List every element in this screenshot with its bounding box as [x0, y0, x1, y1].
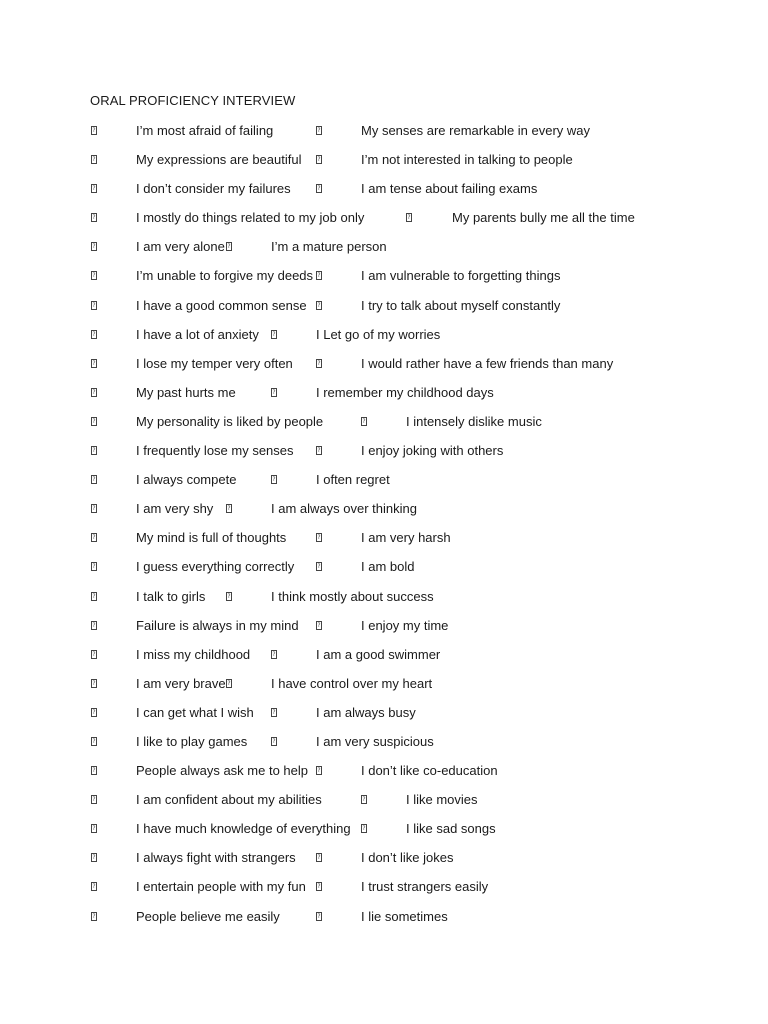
checkbox-icon[interactable]: [316, 766, 322, 775]
statement-text: I don’t consider my failures: [136, 181, 291, 197]
statement-text: I have a good common sense: [136, 297, 307, 313]
statement-text: I am a good swimmer: [316, 646, 441, 662]
checkbox-icon[interactable]: [316, 621, 322, 630]
checkbox-icon[interactable]: [91, 504, 97, 513]
checkbox-icon[interactable]: [91, 562, 97, 571]
checkbox-icon[interactable]: [226, 504, 232, 513]
checkbox-icon[interactable]: [361, 795, 367, 804]
checkbox-icon[interactable]: [361, 824, 367, 833]
statement-text: I enjoy joking with others: [361, 443, 504, 459]
checkbox-icon[interactable]: [91, 359, 97, 368]
list-item: [0, 179, 768, 208]
statement-text: I entertain people with my fun: [136, 879, 306, 895]
checkbox-icon[interactable]: [271, 475, 277, 484]
checkbox-icon[interactable]: [91, 271, 97, 280]
statement-text: My past hurts me: [136, 384, 236, 400]
list-item: [0, 848, 768, 877]
list-item: [0, 528, 768, 557]
checkbox-icon[interactable]: [316, 533, 322, 542]
statement-text: I always compete: [136, 472, 237, 488]
list-item: [0, 877, 768, 906]
checkbox-icon[interactable]: [406, 213, 412, 222]
statement-text: I like sad songs: [406, 821, 496, 837]
checkbox-icon[interactable]: [91, 708, 97, 717]
checkbox-icon[interactable]: [91, 621, 97, 630]
statement-text: I think mostly about success: [271, 588, 434, 604]
list-item: [0, 121, 768, 150]
statement-text: My expressions are beautiful: [136, 152, 302, 168]
list-item: [0, 383, 768, 412]
checkbox-icon[interactable]: [316, 271, 322, 280]
list-item: [0, 674, 768, 703]
checkbox-icon[interactable]: [316, 562, 322, 571]
list-item: [0, 208, 768, 237]
list-item: [0, 819, 768, 848]
list-item: [0, 499, 768, 528]
list-item: [0, 470, 768, 499]
statement-text: I have a lot of anxiety: [136, 326, 259, 342]
statement-text: People always ask me to help: [136, 763, 308, 779]
statement-text: I’m unable to forgive my deeds: [136, 268, 314, 284]
checkbox-icon[interactable]: [226, 242, 232, 251]
checkbox-icon[interactable]: [91, 650, 97, 659]
checkbox-icon[interactable]: [226, 592, 232, 601]
statement-text: I don’t like co-education: [361, 763, 498, 779]
statement-text: My senses are remarkable in every way: [361, 123, 591, 138]
checkbox-icon[interactable]: [91, 679, 97, 688]
statement-text: People believe me easily: [136, 908, 280, 924]
checkbox-icon[interactable]: [91, 184, 97, 193]
statement-text: I am very shy: [136, 501, 214, 517]
checkbox-icon[interactable]: [91, 155, 97, 164]
list-item: [0, 732, 768, 761]
list-item: [0, 907, 768, 936]
statement-text: I don’t like jokes: [361, 850, 454, 866]
list-item: [0, 587, 768, 616]
checkbox-icon[interactable]: [316, 359, 322, 368]
checkbox-icon[interactable]: [91, 882, 97, 891]
checkbox-icon[interactable]: [316, 184, 322, 193]
statement-text: I am very harsh: [361, 530, 451, 546]
list-item: [0, 296, 768, 325]
statement-text: I am always over thinking: [271, 501, 417, 517]
list-item: [0, 354, 768, 383]
statement-text: I am very suspicious: [316, 733, 434, 749]
page-title: ORAL PROFICIENCY INTERVIEW: [90, 93, 296, 108]
statement-text: I frequently lose my senses: [136, 443, 294, 459]
list-item: [0, 325, 768, 354]
statement-text: I am vulnerable to forgetting things: [361, 268, 561, 284]
statement-list: [0, 121, 768, 936]
statement-text: I’m a mature person: [271, 239, 387, 255]
statement-text: I often regret: [316, 472, 390, 488]
statement-text: Failure is always in my mind: [136, 617, 299, 633]
checkbox-icon[interactable]: [316, 126, 322, 135]
statement-text: I mostly do things related to my job only: [136, 210, 365, 226]
checkbox-icon[interactable]: [316, 882, 322, 891]
checkbox-icon[interactable]: [316, 301, 322, 310]
checkbox-icon[interactable]: [91, 126, 97, 135]
statement-text: I am always busy: [316, 704, 416, 720]
checkbox-icon[interactable]: [91, 213, 97, 222]
statement-text: I miss my childhood: [136, 646, 251, 662]
statement-text: I’m not interested in talking to people: [361, 152, 573, 168]
checkbox-icon[interactable]: [91, 533, 97, 542]
statement-text: I lose my temper very often: [136, 355, 293, 371]
list-item: [0, 266, 768, 295]
checkbox-icon[interactable]: [271, 650, 277, 659]
list-item: [0, 150, 768, 179]
checkbox-icon[interactable]: [271, 737, 277, 746]
checkbox-icon[interactable]: [316, 446, 322, 455]
checkbox-icon[interactable]: [91, 242, 97, 251]
checkbox-icon[interactable]: [91, 417, 97, 426]
list-item: [0, 441, 768, 470]
statement-text: I guess everything correctly: [136, 559, 295, 575]
checkbox-icon[interactable]: [226, 679, 232, 688]
statement-text: I try to talk about myself constantly: [361, 297, 561, 313]
checkbox-icon[interactable]: [271, 330, 277, 339]
checkbox-icon[interactable]: [91, 388, 97, 397]
statement-text: I am confident about my abilities: [136, 792, 322, 808]
statement-text: I like to play games: [136, 733, 248, 749]
checkbox-icon[interactable]: [91, 824, 97, 833]
statement-text: I am very alone: [136, 239, 225, 255]
statement-text: I can get what I wish: [136, 704, 254, 720]
checkbox-icon[interactable]: [91, 766, 97, 775]
statement-text: I am bold: [361, 559, 415, 575]
checkbox-icon[interactable]: [271, 388, 277, 397]
list-item: [0, 237, 768, 266]
statement-text: My mind is full of thoughts: [136, 530, 287, 546]
list-item: [0, 703, 768, 732]
checkbox-icon[interactable]: [91, 737, 97, 746]
statement-text: I am very brave: [136, 675, 226, 691]
statement-text: I’m most afraid of failing: [136, 123, 274, 138]
list-item: [0, 412, 768, 441]
list-item: [0, 790, 768, 819]
statement-text: I would rather have a few friends than many: [361, 355, 614, 371]
list-item: [0, 616, 768, 645]
list-item: [0, 557, 768, 586]
statement-text: I like movies: [406, 792, 478, 808]
checkbox-icon[interactable]: [91, 912, 97, 921]
checkbox-icon[interactable]: [271, 708, 277, 717]
statement-text: I Let go of my worries: [316, 326, 441, 342]
checkbox-icon[interactable]: [91, 301, 97, 310]
statement-text: I have much knowledge of everything: [136, 821, 351, 837]
checkbox-icon[interactable]: [91, 446, 97, 455]
statement-text: I have control over my heart: [271, 675, 433, 691]
checkbox-icon[interactable]: [91, 853, 97, 862]
statement-text: I remember my childhood days: [316, 384, 494, 400]
statement-text: I always fight with strangers: [136, 850, 296, 866]
checkbox-icon[interactable]: [316, 912, 322, 921]
statement-text: I lie sometimes: [361, 908, 448, 924]
list-item: [0, 761, 768, 790]
checkbox-icon[interactable]: [361, 417, 367, 426]
list-item: [0, 645, 768, 674]
checkbox-icon[interactable]: [316, 853, 322, 862]
statement-text: My personality is liked by people: [136, 413, 324, 429]
checkbox-icon[interactable]: [316, 155, 322, 164]
statement-text: I am tense about failing exams: [361, 181, 538, 197]
checkbox-icon[interactable]: [91, 592, 97, 601]
statement-text: I talk to girls: [136, 588, 206, 604]
checkbox-icon[interactable]: [91, 795, 97, 804]
statement-text: I trust strangers easily: [361, 879, 489, 895]
checkbox-icon[interactable]: [91, 475, 97, 484]
checkbox-icon[interactable]: [91, 330, 97, 339]
statement-text: I intensely dislike music: [406, 413, 542, 429]
statement-text: I enjoy my time: [361, 617, 449, 633]
statement-text: My parents bully me all the time: [452, 210, 635, 226]
